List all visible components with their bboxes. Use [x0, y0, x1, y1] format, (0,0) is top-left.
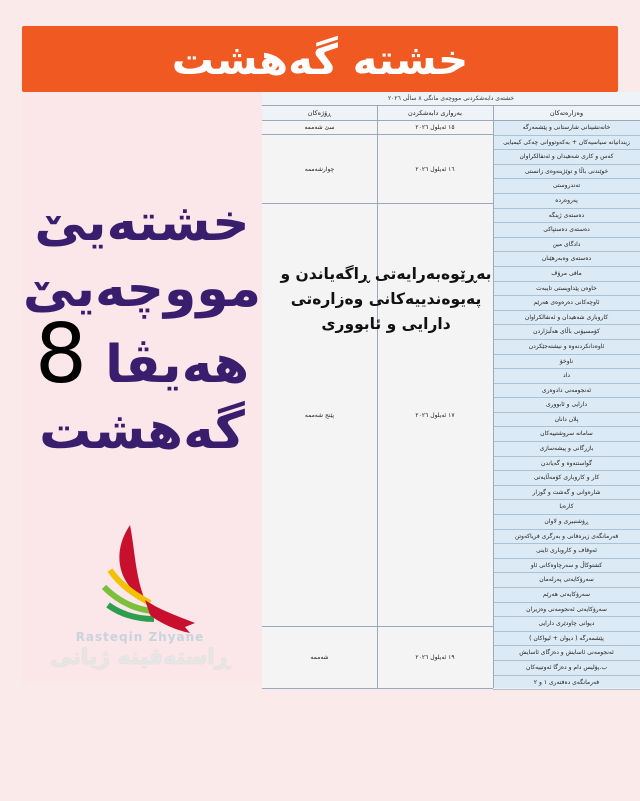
- ministry-row: فەرمانگەی دەفتەری ١ و ٢: [493, 676, 640, 691]
- title-banner: [22, 26, 618, 92]
- ministry-row: دیوانی چاودێری دارایی: [493, 617, 640, 632]
- ministry-row: زیندانیانە سیاسیەکان + بەکەوتووانی چەکی کیمیایی: [493, 136, 640, 151]
- issuer-stamp: [266, 262, 506, 337]
- ministry-row: پلان دانان: [493, 413, 640, 428]
- issuer-line-1: بەڕێوەبەرایەتی ڕاگەیاندن و: [280, 265, 492, 283]
- logo-kurdish-text: ڕاستەقینە ژیانی: [50, 645, 230, 670]
- ministry-row: گواستنەوە و گەیاندن: [493, 457, 640, 472]
- ministry-row: خوێندنی باڵا و توێژینەوەی زانستی: [493, 165, 640, 180]
- ministry-row: سامانە سروشتییەکان: [493, 427, 640, 442]
- day-column: [262, 106, 377, 688]
- table-columns: [262, 106, 640, 688]
- heading-line-2: مووچەیێ: [22, 259, 262, 319]
- ministry-row: تەندروستی: [493, 179, 640, 194]
- heading-line-3: [22, 307, 262, 402]
- heading-line-1: خشتەیێ: [34, 193, 250, 253]
- date-cell: ١٩ ئەیلول ٢٠٢٦: [377, 627, 493, 689]
- logo-latin-text: Rasteqin Zhyane: [75, 630, 205, 644]
- day-cell: پێنج شەممە: [262, 204, 377, 627]
- ministry-row: پەروەردە: [493, 194, 640, 209]
- ministry-row: ڕۆشنبیری و لاوان: [493, 515, 640, 530]
- ministry-row: ب.پۆلیس دام و دەزگا ئەوتییەکان: [493, 661, 640, 676]
- ministry-row: داد: [493, 369, 640, 384]
- ministry-row: خاوەن پێداویستی تایبەت: [493, 282, 640, 297]
- ministry-row: خانەنشینانی شارستانی و پێشمەرگە: [493, 121, 640, 136]
- day-header: ڕۆژەکان: [262, 106, 377, 121]
- ministry-row: کار و کاروباری کۆمەڵایەتی: [493, 471, 640, 486]
- column-divider: [493, 106, 494, 688]
- ministry-row: ئەوقاف و کاروباری ئاینی: [493, 544, 640, 559]
- ministry-row: بازرگانی و پیشەسازی: [493, 442, 640, 457]
- issuer-line-2: پەیوەندییەکانی وەزارەتی: [290, 290, 482, 308]
- ministry-row: کەس و کاری شەهیدان و ئەنفالکراوان: [493, 150, 640, 165]
- salary-schedule-heading: [22, 190, 262, 464]
- ministries-header: وەزارەتەکان: [493, 106, 640, 121]
- day-cell: چوارشەممە: [262, 135, 377, 204]
- ministries-column: [493, 106, 640, 688]
- month-number: 8: [34, 307, 87, 402]
- ministry-row: ئاوەدانکردنەوە و نیشتەجێکردن: [493, 340, 640, 355]
- date-cell: ١٥ ئەیلول ٢٠٢٦: [377, 120, 493, 135]
- ministry-row: دەستەی دەستپاکی: [493, 223, 640, 238]
- ministry-row: ئەنجومەنی ئاسایش و دەزگای ئاسایش: [493, 646, 640, 661]
- ministry-row: مافی مرۆڤ: [493, 267, 640, 282]
- salary-table: [262, 92, 640, 688]
- ministry-row: دارایی و ئابووری: [493, 398, 640, 413]
- ministry-row: پێشمەرگە ( دیوان + لیواکان ): [493, 632, 640, 647]
- ministries-list: [493, 121, 640, 690]
- ministry-row: ئاوچەکانی دەرەوەی هەرێم: [493, 296, 640, 311]
- ministry-row: سەرۆکایەتی پەرلەمان: [493, 573, 640, 588]
- ministry-row: کشتوکاڵ و سەرچاوەکانی ئاو: [493, 559, 640, 574]
- ministry-row: سەرۆکایەتی هەرێم: [493, 588, 640, 603]
- ministry-row: سەرۆکایەتی ئەنجومەنی وەزیران: [493, 603, 640, 618]
- banner-title: خشتە گەهشت: [171, 34, 469, 84]
- ministry-row: شارەوانی و گەشت و گوزار: [493, 486, 640, 501]
- ministry-row: دەستەی وەبەرهێنان: [493, 252, 640, 267]
- issuer-line-3: دارایی و ئابووری: [321, 315, 451, 333]
- day-cell: شەممە: [262, 627, 377, 689]
- date-cell: ١٦ ئەیلول ٢٠٢٦: [377, 135, 493, 204]
- table-caption: خشتەی دابەشکردنی مووچەی مانگی ٨ ساڵی ٢٠٢٦: [262, 92, 640, 106]
- heading-word: هەیڤا: [105, 335, 250, 395]
- ministry-row: فەرمانگەی زیرەفانی و بەرگری فریاکەوتن: [493, 530, 640, 545]
- date-column: [377, 106, 493, 688]
- date-header: بەرواری دابەشکردن: [377, 106, 493, 121]
- day-cell: سێ شەممە: [262, 120, 377, 135]
- ministry-row: کۆمسیۆنی باڵای هەڵبژاردن: [493, 325, 640, 340]
- ministry-row: کاروباری شەهیدان و ئەنفالکراوان: [493, 311, 640, 326]
- date-cell: ١٧ ئەیلول ٢٠٢٦: [377, 204, 493, 627]
- ministry-row: ئەنجومەنی دادوەری: [493, 384, 640, 399]
- ministry-row: دادگای مین: [493, 238, 640, 253]
- ministry-row: ناوخۆ: [493, 355, 640, 370]
- column-divider: [377, 106, 378, 688]
- heading-line-4: گەهشت: [39, 401, 245, 461]
- ministry-row: کارەبا: [493, 500, 640, 515]
- ministry-row: دەستەی ژینگە: [493, 209, 640, 224]
